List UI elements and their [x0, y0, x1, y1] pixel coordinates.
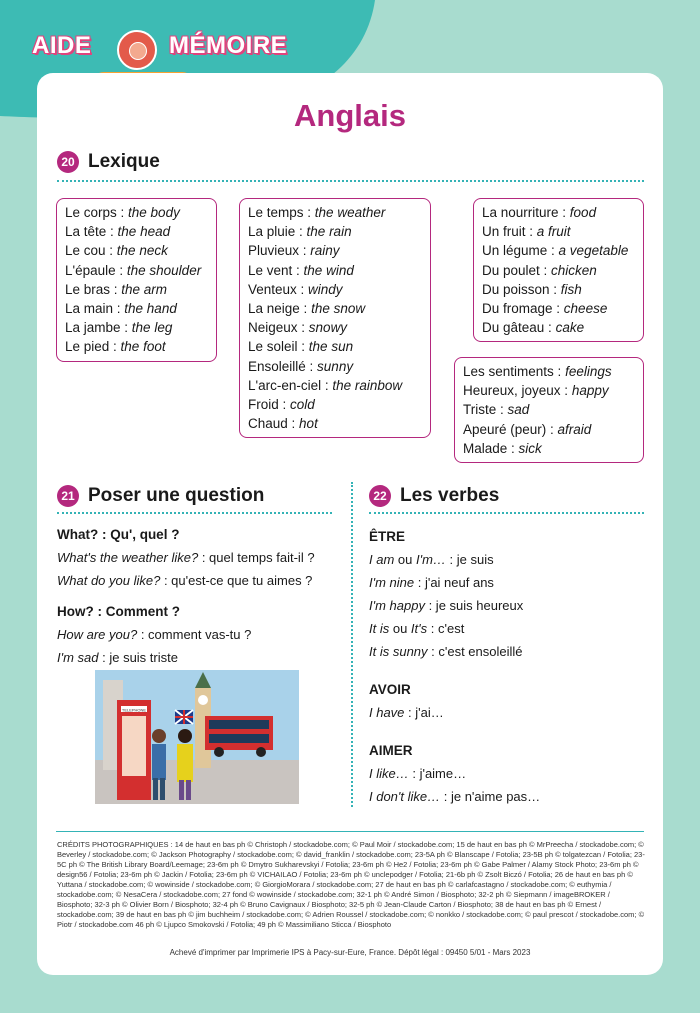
- vocab-line: La pluie : the rain: [248, 224, 352, 240]
- vocab-box-body: [56, 198, 217, 362]
- example-line: What's the weather like? : quel temps fait-il ?: [57, 550, 315, 565]
- example-line: I'm sad : je suis triste: [57, 650, 178, 665]
- section-title: Lexique: [88, 151, 160, 172]
- vocab-line: Du fromage : cheese: [482, 301, 608, 317]
- section-number: 20: [57, 151, 79, 173]
- divider: [57, 180, 644, 182]
- phone-booth-sign: TELEPHONE: [121, 707, 147, 713]
- vocab-line: Du poisson : fish: [482, 281, 582, 297]
- example-line: I don't like… : je n'aime pas…: [369, 789, 541, 804]
- vocab-box-food: [473, 198, 644, 342]
- aimer-heading: AIMER: [369, 743, 413, 758]
- section-verbes-heading: [369, 485, 499, 507]
- example-line: It is ou It's : c'est: [369, 621, 465, 636]
- london-scene-image: [95, 670, 299, 804]
- vocab-line: Du poulet : chicken: [482, 262, 597, 278]
- column-divider: [351, 482, 353, 807]
- vocab-box-weather: [239, 198, 431, 438]
- photo-credits: CRÉDITS PHOTOGRAPHIQUES : 14 de haut en bas ph © Christoph / stockadobe.com; © Paul Moir / stockadobe.com; 15 de haut en bas ph © MrPreecha / stockadobe.com; © Beverley / stockadobe.com; © Jackson Photography / stockadobe.com; © david_franklin / stockadobe.com; 23-5A ph © Blanscape / Fotolia; 23-5B ph © tolgatezcan / Fotolia; 23-5C ph © The British Library Board/Leemage; 23-6m ph © Dmytro Sukharevskyi / Fotolia; 23-6m ph © He2 / Fotolia; 23-6m ph © Gabe Palmer / Alamy Stock Photo; 23-6m ph © design56 / Fotolia; 23-6m ph © Jackin / Fotolia; 23-6m ph © VICHAILAO / Fotolia; 23-6m ph © unclepodger / Fotolia; 21-6b ph © Zsolt Biczó / Fotolia; 26 de haut en bas ph © Yuttana / stockadobe.com; © wowinside / stockadobe.com; © GiorgioMorara / stockadobe.com; 27 de haut en bas ph © carlafcastagno / stockadobe.com; © euthymia / stockadobe.com; © NesaCera / stockadobe.com; 27 fond © wowinside / stockadobe.com; 32-1 ph © André Simon / Biosphoto; 32-2 ph © Siepmann / imageBROKER / Biosphoto; 32-3 ph © Olivier Born / Biosphoto; 32-4 ph © Bruno Cavignaux / Biosphoto; 32-5 ph © Jean-Claude Carton / Biosphoto; 38 de haut en bas ph © Ernest / stockadobe.com; 39 de haut en bas ph © jim buchheim / stockadobe.com; © Adrien Roussel / stockadobe.com; © nonkko / stockadobe.com; © paul prescot / stockadobe.com; © Piotr / stockadobe.com 46 ph © Ljupco Smokovski / Fotolia; 49 ph © Massimiliano Sticca / Biosphoto: [57, 840, 645, 929]
- credits-divider: [56, 831, 644, 832]
- section-number: 21: [57, 485, 79, 507]
- vocab-line: Le vent : the wind: [248, 262, 354, 278]
- vocab-line: Froid : cold: [248, 397, 315, 413]
- etre-heading: ÊTRE: [369, 529, 406, 544]
- vocab-line: Heureux, joyeux : happy: [463, 383, 609, 399]
- vocab-line: Venteux : windy: [248, 281, 343, 297]
- page-title: Anglais: [294, 98, 406, 133]
- what-heading: What? : Qu', quel ?: [57, 527, 180, 542]
- lifebuoy-icon: [117, 30, 157, 70]
- vocab-line: Le temps : the weather: [248, 205, 386, 220]
- vocab-line: Chaud : hot: [248, 416, 318, 432]
- vocab-line: La jambe : the leg: [65, 320, 173, 336]
- vocab-line: L'arc-en-ciel : the rainbow: [248, 377, 403, 393]
- vocab-line: Malade : sick: [463, 440, 542, 456]
- vocab-line: Pluvieux : rainy: [248, 243, 340, 259]
- section-title: Poser une question: [88, 485, 265, 506]
- vocab-line: L'épaule : the shoulder: [65, 262, 202, 278]
- vocab-line: Le pied : the foot: [65, 339, 166, 355]
- vocab-line: La main : the hand: [65, 301, 177, 317]
- divider: [57, 512, 332, 514]
- vocab-line: Neigeux : snowy: [248, 320, 348, 336]
- vocab-line: Le corps : the body: [65, 205, 180, 220]
- vocab-line: La tête : the head: [65, 224, 171, 240]
- vocab-line: Un légume : a vegetable: [482, 243, 629, 259]
- vocab-line: Le bras : the arm: [65, 281, 168, 297]
- divider: [369, 512, 644, 514]
- example-line: It is sunny : c'est ensoleillé: [369, 644, 523, 659]
- vocab-line: Du gâteau : cake: [482, 320, 585, 336]
- banner-aide: AIDE: [32, 32, 92, 59]
- vocab-line: Triste : sad: [463, 402, 530, 418]
- section-title: Les verbes: [400, 485, 500, 506]
- vocab-line: Ensoleillé : sunny: [248, 358, 354, 374]
- banner-memoire: MÉMOIRE: [169, 32, 288, 59]
- how-heading: How? : Comment ?: [57, 604, 180, 619]
- example-line: I have : j'ai…: [369, 705, 444, 720]
- vocab-line: Le soleil : the sun: [248, 339, 354, 355]
- london-illustration: [95, 670, 299, 804]
- example-line: What do you like? : qu'est-ce que tu aimes ?: [57, 573, 313, 588]
- example-line: I am ou I'm… : je suis: [369, 552, 494, 567]
- imprint-notice: Achevé d'imprimer par Imprimerie IPS à Pacy-sur-Eure, France. Dépôt légal : 09450 5/01 - Mars 2023: [169, 948, 531, 957]
- example-line: I'm nine : j'ai neuf ans: [369, 575, 494, 590]
- section-question-heading: [57, 485, 264, 507]
- vocab-line: La neige : the snow: [248, 301, 366, 317]
- vocab-line: Les sentiments : feelings: [463, 364, 612, 379]
- section-number: 22: [369, 485, 391, 507]
- question-block: [57, 523, 315, 669]
- avoir-heading: AVOIR: [369, 682, 411, 697]
- example-line: I like… : j'aime…: [369, 766, 467, 781]
- example-line: I'm happy : je suis heureux: [369, 598, 524, 613]
- vocab-box-feelings: [454, 357, 644, 463]
- vocab-line: Apeuré (peur) : afraid: [463, 421, 592, 437]
- section-lexique-heading: [57, 151, 160, 173]
- vocab-line: Un fruit : a fruit: [482, 224, 571, 240]
- vocab-line: Le cou : the neck: [65, 243, 168, 259]
- example-line: How are you? : comment vas-tu ?: [57, 627, 252, 642]
- vocab-line: La nourriture : food: [482, 205, 597, 220]
- verbs-block: [369, 525, 540, 808]
